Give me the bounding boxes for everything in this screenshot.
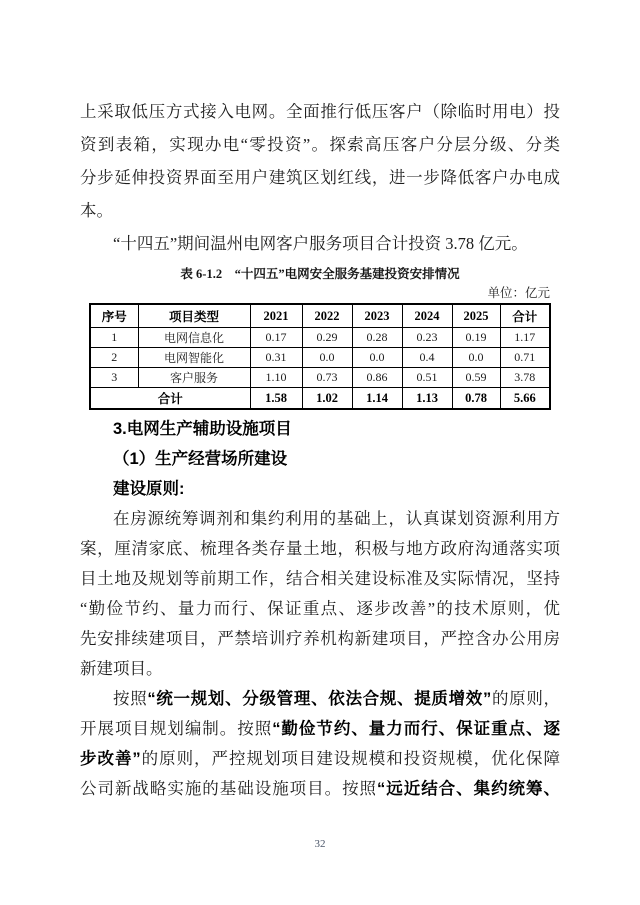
table-row bbox=[90, 348, 550, 368]
text-run: 先安排续建项目，严禁培训疗养机构新建项目，严控含办公用房 bbox=[80, 629, 560, 648]
table-cell: 0.31 bbox=[250, 348, 302, 368]
table-row bbox=[90, 328, 550, 348]
column-header: 2023 bbox=[352, 304, 402, 328]
paragraph-principles-body bbox=[80, 504, 560, 684]
column-header: 项目类型 bbox=[138, 304, 250, 328]
total-value-cell: 5.66 bbox=[500, 388, 550, 410]
text-line bbox=[80, 744, 560, 774]
table-cell: 电网智能化 bbox=[138, 348, 250, 368]
text-line bbox=[80, 227, 560, 260]
text-line bbox=[80, 654, 560, 684]
table-cell: 0.51 bbox=[402, 368, 452, 388]
table-cell: 0.4 bbox=[402, 348, 452, 368]
table-cell: 0.86 bbox=[352, 368, 402, 388]
table-cell: 电网信息化 bbox=[138, 328, 250, 348]
table-cell: 1.10 bbox=[250, 368, 302, 388]
text-line bbox=[80, 714, 560, 744]
text-run: 资到表箱，实现办电“零投资”。探索高压客户分层分级、分类 bbox=[80, 135, 560, 154]
table-cell: 3 bbox=[90, 368, 138, 388]
text-line bbox=[80, 564, 560, 594]
table-cell: 1.17 bbox=[500, 328, 550, 348]
table-total-row bbox=[90, 388, 550, 410]
text-run: 的原则，严控规划项目建设规模和投资规模，优化保障 bbox=[140, 749, 561, 768]
text-run: 案，厘清家底、梳理各类存量土地，积极与地方政府沟通落实项 bbox=[80, 539, 560, 558]
text-run: “十四五”期间温州电网客户服务项目合计投资 3.78 亿元。 bbox=[113, 234, 528, 253]
text-run: “勤俭节约、量力而行、保证重点、逐步改善”的技术原则，优 bbox=[80, 599, 560, 618]
page-number: 32 bbox=[314, 838, 326, 850]
table-cell: 0.0 bbox=[452, 348, 500, 368]
text-run: 在房源统筹调剂和集约利用的基础上，认真谋划资源利用方 bbox=[113, 509, 560, 528]
text-line bbox=[80, 534, 560, 564]
text-line bbox=[80, 194, 560, 227]
total-value-cell: 1.58 bbox=[250, 388, 302, 410]
paragraph-investment-summary bbox=[80, 227, 560, 260]
text-line bbox=[80, 624, 560, 654]
text-run: 的原则， bbox=[491, 689, 561, 708]
table-cell: 客户服务 bbox=[138, 368, 250, 388]
text-run: 本。 bbox=[80, 201, 113, 220]
table-cell: 0.59 bbox=[452, 368, 500, 388]
text-run: 按照 bbox=[113, 689, 148, 708]
table-cell: 0.28 bbox=[352, 328, 402, 348]
investment-table bbox=[89, 303, 551, 410]
paragraph-planning-body bbox=[80, 684, 560, 804]
column-header: 2025 bbox=[452, 304, 500, 328]
text-line bbox=[80, 594, 560, 624]
text-line bbox=[80, 128, 560, 161]
column-header: 合计 bbox=[500, 304, 550, 328]
column-header: 序号 bbox=[90, 304, 138, 328]
text-line bbox=[80, 774, 560, 804]
table-row bbox=[90, 368, 550, 388]
column-header: 2021 bbox=[250, 304, 302, 328]
text-run: 开展项目规划编制。按照 bbox=[80, 719, 273, 738]
column-header: 2024 bbox=[402, 304, 452, 328]
text-run: 上采取低压方式接入电网。全面推行低压客户（除临时用电）投 bbox=[80, 102, 560, 121]
table-cell: 2 bbox=[90, 348, 138, 368]
table-cell: 3.78 bbox=[500, 368, 550, 388]
total-value-cell: 1.14 bbox=[352, 388, 402, 410]
table-cell: 0.17 bbox=[250, 328, 302, 348]
column-header: 2022 bbox=[302, 304, 352, 328]
table-cell: 0.29 bbox=[302, 328, 352, 348]
bold-text-run: “勤俭节约、量力而行、保证重点、逐 bbox=[272, 720, 561, 738]
text-run: 目土地及规划等前期工作，结合相关建设标准及实际情况，坚持 bbox=[80, 569, 560, 588]
table-cell: 0.19 bbox=[452, 328, 500, 348]
table-cell: 0.71 bbox=[500, 348, 550, 368]
bold-text-run: “远近结合、集约统筹、 bbox=[377, 780, 561, 798]
table-header-row bbox=[90, 304, 550, 328]
text-line bbox=[80, 684, 560, 714]
total-value-cell: 1.02 bbox=[302, 388, 352, 410]
bold-text-run: “统一规划、分级管理、依法合规、提质增效” bbox=[147, 690, 492, 708]
text-run: 新建项目。 bbox=[80, 659, 163, 678]
heading-grid-auxiliary-facilities: 3.电网生产辅助设施项目 bbox=[113, 420, 292, 438]
total-value-cell: 0.78 bbox=[452, 388, 500, 410]
text-line bbox=[80, 161, 560, 194]
total-label-cell: 合计 bbox=[90, 388, 250, 410]
unit-label: 单位：亿元 bbox=[487, 286, 550, 300]
total-value-cell: 1.13 bbox=[402, 388, 452, 410]
table-caption: 表 6-1.2 “十四五”电网安全服务基建投资安排情况 bbox=[180, 267, 460, 281]
heading-production-premises: （1）生产经营场所建设 bbox=[113, 450, 288, 468]
text-line bbox=[80, 95, 560, 128]
bold-text-run: 步改善” bbox=[80, 750, 141, 768]
text-run: 公司新战略实施的基础设施项目。按照 bbox=[80, 779, 378, 798]
paragraph-intro bbox=[80, 95, 560, 227]
table-cell: 0.0 bbox=[352, 348, 402, 368]
table-cell: 1 bbox=[90, 328, 138, 348]
heading-construction-principles: 建设原则: bbox=[113, 480, 185, 498]
table-cell: 0.23 bbox=[402, 328, 452, 348]
text-line bbox=[80, 504, 560, 534]
table-cell: 0.73 bbox=[302, 368, 352, 388]
text-run: 分步延伸投资界面至用户建筑区划红线，进一步降低客户办电成 bbox=[80, 168, 560, 187]
table-cell: 0.0 bbox=[302, 348, 352, 368]
page-content bbox=[80, 95, 560, 804]
